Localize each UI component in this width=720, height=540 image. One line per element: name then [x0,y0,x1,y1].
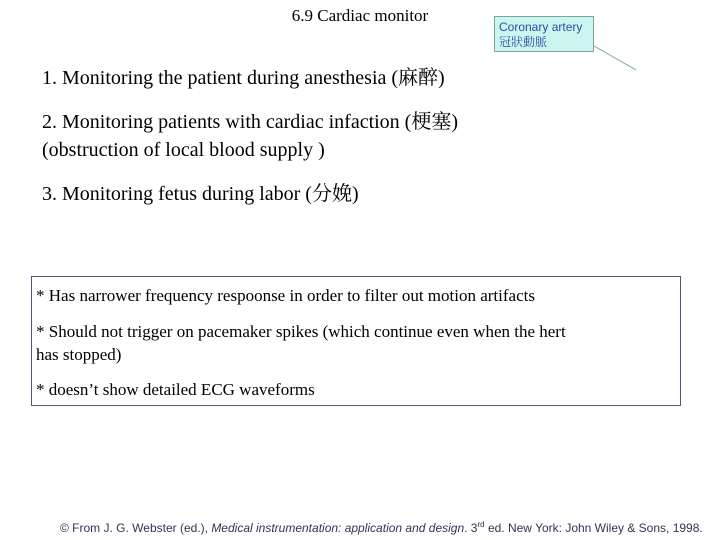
citation-footer [60,520,703,535]
notes-box [31,276,681,406]
note-ecg-waveforms: * doesn’t show detailed ECG waveforms [36,380,315,399]
note-pacemaker-line2: has stopped) [36,345,122,364]
footer-book-title: Medical instrumentation: application and design [211,521,465,535]
coronary-artery-callout [494,16,594,52]
slide-title: 6.9 Cardiac monitor [291,6,429,25]
list-item-cardiac-infaction [42,108,458,164]
callout-english: Coronary artery [499,20,583,34]
list-item-anesthesia: 1. Monitoring the patient during anesthesia (麻醉) [42,67,445,89]
list-item-cardiac-line2: (obstruction of local blood supply ) [42,139,325,161]
footer-suffix: ed. New York: John Wiley & Sons, 1998. [484,521,703,535]
list-item-cardiac-line1: 2. Monitoring patients with cardiac infaction (梗塞) [42,111,459,133]
footer-edition-sup: rd [477,520,485,529]
footer-edition: . 3 [464,521,478,535]
note-pacemaker-line1: * Should not trigger on pacemaker spikes (which continue even when the hert [36,322,566,341]
footer-prefix: © From J. G. Webster (ed.), [60,521,212,535]
note-pacemaker-spikes [36,320,566,366]
list-item-fetus-labor: 3. Monitoring fetus during labor (分娩) [42,183,359,205]
callout-chinese: 冠狀動脈 [499,35,548,49]
note-frequency-response: * Has narrower frequency respoonse in order to filter out motion artifacts [36,286,535,305]
